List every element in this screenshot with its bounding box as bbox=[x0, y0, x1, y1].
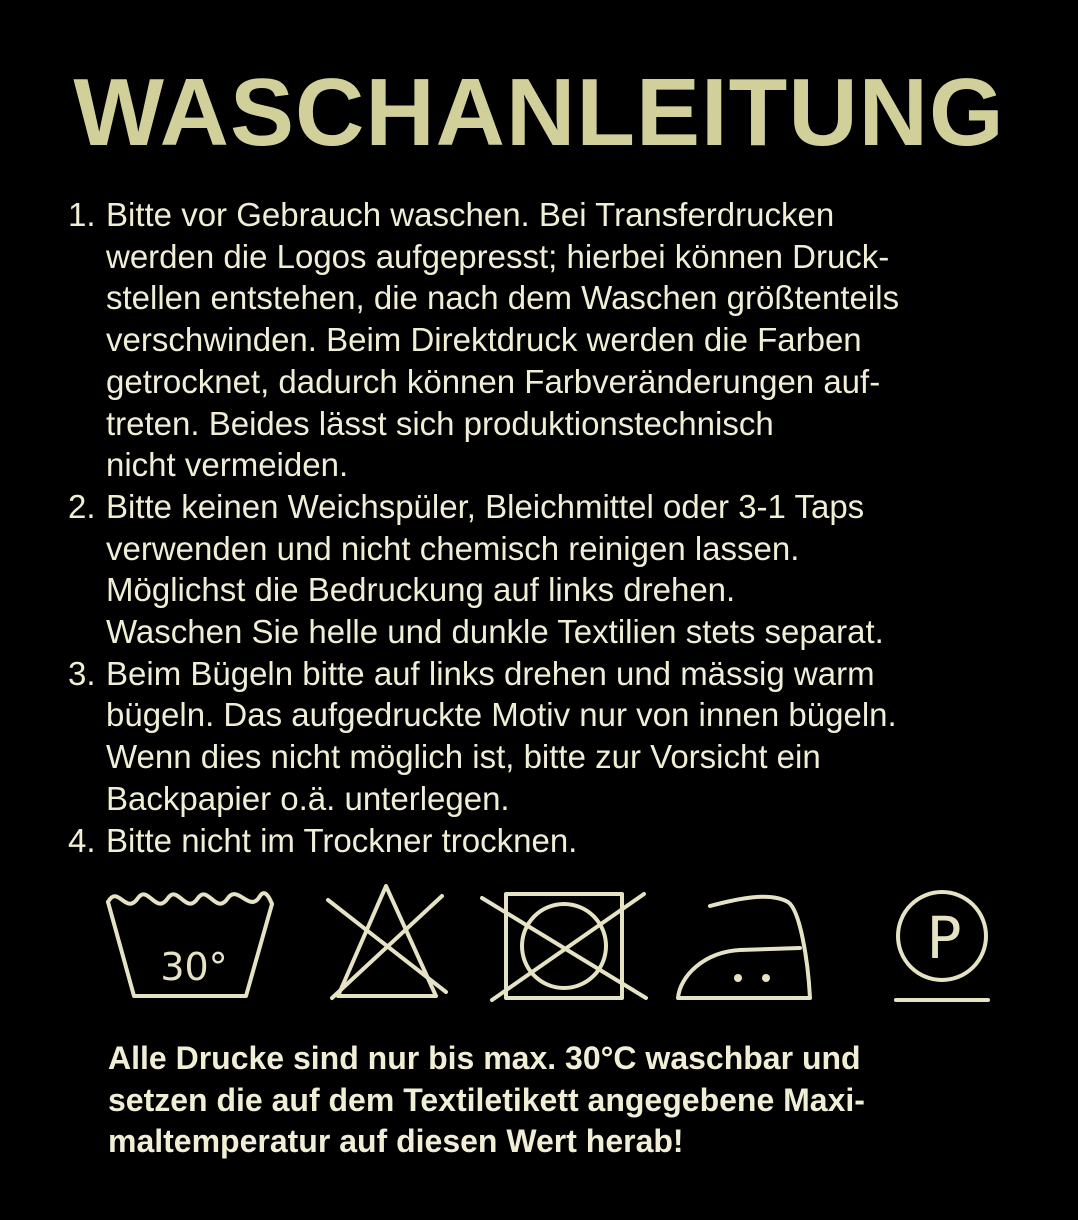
iron-medium-icon bbox=[670, 880, 816, 1004]
instruction-line: treten. Beides lässt sich produktionstechnisch bbox=[106, 404, 774, 442]
instruction-number: 4. bbox=[68, 821, 96, 859]
dry-clean-letter: P bbox=[926, 904, 962, 972]
notice-line: Alle Drucke sind nur bis max. 30°C waschbar und bbox=[108, 1040, 861, 1076]
instruction-number: 3. bbox=[68, 654, 96, 692]
instruction-list bbox=[68, 194, 1058, 861]
no-tumble-dry-icon bbox=[478, 880, 650, 1004]
instruction-line: nicht vermeiden. bbox=[106, 446, 349, 484]
wash-30-icon bbox=[104, 880, 276, 1002]
instruction-line: Bitte keinen Weichspüler, Bleichmittel oder 3-1 Taps bbox=[106, 487, 865, 525]
instruction-line: Bitte vor Gebrauch waschen. Bei Transferdrucken bbox=[106, 196, 835, 233]
notice-line: maltemperatur auf diesen Wert herab! bbox=[108, 1123, 684, 1159]
instruction-number: 2. bbox=[68, 487, 96, 525]
wash-temperature-label: 30° bbox=[160, 945, 228, 989]
instruction-line: bügeln. Das aufgedruckte Motiv nur von innen bügeln. bbox=[106, 696, 897, 734]
instruction-item bbox=[68, 653, 1058, 820]
care-symbols-row bbox=[0, 880, 1078, 1020]
notice-line: setzen die auf dem Textiletikett angegebene Maxi- bbox=[108, 1081, 865, 1118]
instruction-line: Wenn dies nicht möglich ist, bitte zur Vorsicht ein bbox=[106, 738, 821, 776]
instruction-line: stellen entstehen, die nach dem Waschen größtenteils bbox=[106, 279, 900, 317]
page-title: WASCHANLEITUNG bbox=[73, 59, 1005, 166]
instruction-line: getrocknet, dadurch können Farbveränderungen auf- bbox=[106, 362, 881, 400]
professional-dry-clean-p-icon bbox=[890, 880, 994, 1008]
instruction-line: verwenden und nicht chemisch reinigen lassen. bbox=[106, 529, 800, 567]
instruction-item bbox=[68, 820, 1058, 862]
instruction-number: 1. bbox=[68, 196, 96, 233]
temperature-notice bbox=[108, 1038, 1068, 1163]
instruction-line: werden die Logos aufgepresst; hierbei können Druck- bbox=[106, 237, 890, 275]
instruction-line: Beim Bügeln bitte auf links drehen und mässig warm bbox=[106, 654, 875, 692]
instruction-line: Backpapier o.ä. unterlegen. bbox=[106, 779, 510, 817]
instruction-line: verschwinden. Beim Direktdruck werden die Farben bbox=[106, 321, 862, 359]
instruction-line: Möglichst die Bedruckung auf links drehen. bbox=[106, 571, 736, 609]
no-bleach-icon bbox=[324, 880, 450, 1004]
instruction-line: Bitte nicht im Trockner trocknen. bbox=[106, 821, 578, 859]
instruction-item bbox=[68, 486, 1058, 653]
instruction-line: Waschen Sie helle und dunkle Textilien stets separat. bbox=[106, 613, 884, 651]
instruction-item bbox=[68, 194, 1058, 486]
